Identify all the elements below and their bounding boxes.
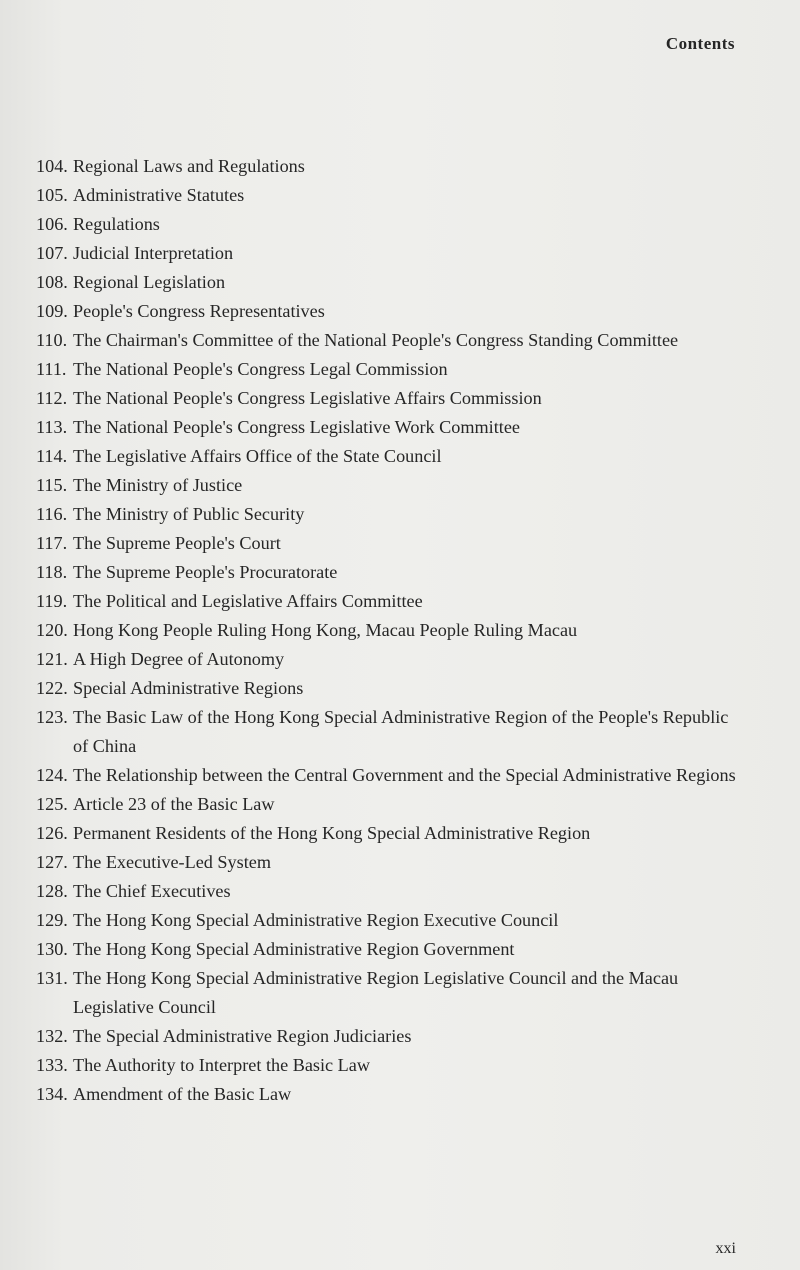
toc-entry-number: 105. (36, 185, 68, 205)
toc-entry-title: The National People's Congress Legal Commission (73, 359, 448, 379)
toc-entry-title: Regional Laws and Regulations (73, 156, 305, 176)
toc-entry-number: 122. (36, 678, 68, 698)
toc-entry-title: The Ministry of Public Security (73, 504, 305, 524)
toc-entry (36, 964, 736, 1022)
toc-entry (36, 1022, 736, 1051)
toc-entry-title: The Chief Executives (73, 881, 231, 901)
toc-entry-title: The Chairman's Committee of the National People's Congress Standing Committee (73, 330, 679, 350)
toc-entry-title: Hong Kong People Ruling Hong Kong, Macau People Ruling Macau (73, 620, 578, 640)
toc-entry-title: The Basic Law of the Hong Kong Special Administrative Region of the People's Republic of China (73, 707, 729, 756)
toc-entry-title: The Special Administrative Region Judiciaries (73, 1026, 412, 1046)
toc-entry-title: The Hong Kong Special Administrative Region Executive Council (73, 910, 559, 930)
toc-entry-title: The Political and Legislative Affairs Committee (73, 591, 423, 611)
toc-entry (36, 616, 736, 645)
toc-entry-number: 108. (36, 272, 68, 292)
toc-entry-title: Judicial Interpretation (73, 243, 234, 263)
toc-entry-number: 123. (36, 707, 68, 727)
toc-entry (36, 761, 736, 790)
toc-entry-number: 133. (36, 1055, 68, 1075)
toc-entry (36, 442, 736, 471)
toc-entry (36, 500, 736, 529)
toc-entry (36, 181, 736, 210)
toc-entry-number: 131. (36, 968, 68, 988)
toc-entry-number: 115. (36, 475, 68, 495)
toc-entry-number: 110. (36, 330, 68, 350)
toc-entry (36, 674, 736, 703)
toc-entry-number: 125. (36, 794, 68, 814)
toc-entry-number: 132. (36, 1026, 68, 1046)
toc-entry-number: 104. (36, 156, 68, 176)
toc-entry-title: The Legislative Affairs Office of the State Council (73, 446, 442, 466)
table-of-contents (36, 152, 736, 1109)
toc-entry (36, 848, 736, 877)
toc-entry (36, 703, 736, 761)
toc-entry (36, 529, 736, 558)
toc-entry (36, 587, 736, 616)
toc-entry (36, 877, 736, 906)
toc-entry (36, 471, 736, 500)
toc-entry-title: Regulations (73, 214, 160, 234)
toc-entry-number: 118. (36, 562, 68, 582)
toc-entry-number: 106. (36, 214, 68, 234)
toc-entry-number: 121. (36, 649, 68, 669)
toc-entry (36, 790, 736, 819)
toc-entry (36, 239, 736, 268)
toc-entry-number: 117. (36, 533, 68, 553)
toc-entry (36, 326, 736, 355)
toc-entry-number: 129. (36, 910, 68, 930)
toc-entry (36, 1080, 736, 1109)
toc-entry-title: Regional Legislation (73, 272, 226, 292)
toc-entry-title: The Hong Kong Special Administrative Region Government (73, 939, 515, 959)
toc-entry-number: 116. (36, 504, 68, 524)
toc-entry-number: 114. (36, 446, 68, 466)
toc-entry-title: Permanent Residents of the Hong Kong Special Administrative Region (73, 823, 591, 843)
toc-entry-number: 111. (36, 359, 67, 379)
toc-entry (36, 355, 736, 384)
toc-entry-number: 124. (36, 765, 68, 785)
toc-entry (36, 152, 736, 181)
toc-entry (36, 558, 736, 587)
toc-entry-number: 119. (36, 591, 68, 611)
toc-entry-title: The Hong Kong Special Administrative Region Legislative Council and the Macau Legislative Council (73, 968, 679, 1017)
toc-entry-title: A High Degree of Autonomy (73, 649, 285, 669)
running-head-title: Contents (665, 34, 735, 53)
toc-entry-title: Amendment of the Basic Law (73, 1084, 292, 1104)
toc-entry (36, 413, 736, 442)
toc-entry-title: The Supreme People's Procuratorate (73, 562, 338, 582)
toc-entry-title: The National People's Congress Legislative Work Committee (73, 417, 520, 437)
toc-entry (36, 645, 736, 674)
toc-entry-title: Article 23 of the Basic Law (73, 794, 275, 814)
toc-entry (36, 935, 736, 964)
toc-entry (36, 384, 736, 413)
toc-entry (36, 819, 736, 848)
toc-entry-number: 113. (36, 417, 68, 437)
toc-entry-title: Special Administrative Regions (73, 678, 304, 698)
toc-entry-number: 126. (36, 823, 68, 843)
toc-entry (36, 1051, 736, 1080)
toc-entry (36, 268, 736, 297)
toc-entry (36, 906, 736, 935)
toc-entry-title: The National People's Congress Legislative Affairs Commission (73, 388, 542, 408)
toc-entry-title: The Executive-Led System (73, 852, 271, 872)
toc-entry-title: The Authority to Interpret the Basic Law (73, 1055, 370, 1075)
toc-entry-number: 120. (36, 620, 68, 640)
page-number: xxi (715, 1240, 736, 1257)
toc-entry-title: The Supreme People's Court (73, 533, 281, 553)
toc-entry-number: 127. (36, 852, 68, 872)
toc-entry-number: 107. (36, 243, 68, 263)
toc-entry-title: The Ministry of Justice (73, 475, 243, 495)
toc-entry-title: Administrative Statutes (73, 185, 245, 205)
toc-entry-title: The Relationship between the Central Government and the Special Administrative Regions (73, 765, 736, 785)
toc-entry (36, 210, 736, 239)
toc-entry-number: 112. (36, 388, 68, 408)
toc-entry-number: 109. (36, 301, 68, 321)
toc-entry-number: 134. (36, 1084, 68, 1104)
toc-entry-title: People's Congress Representatives (73, 301, 325, 321)
toc-entry-number: 130. (36, 939, 68, 959)
toc-entry-number: 128. (36, 881, 68, 901)
toc-entry (36, 297, 736, 326)
